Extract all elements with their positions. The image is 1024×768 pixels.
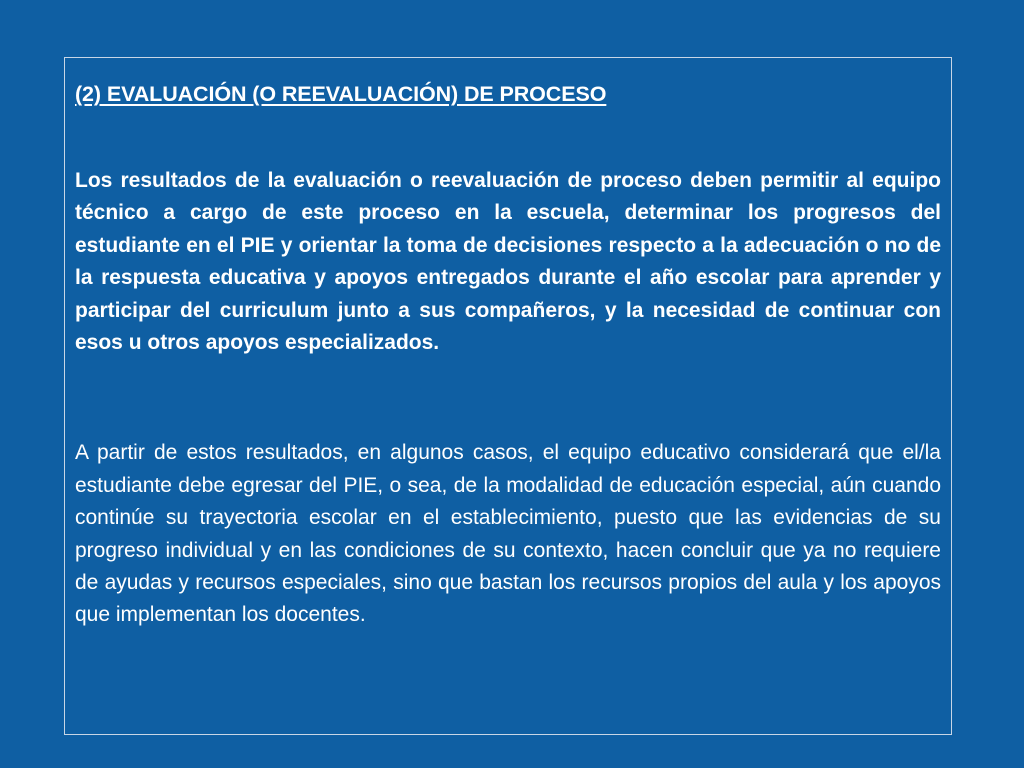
slide-title: (2) EVALUACIÓN (O REEVALUACIÓN) DE PROCESO (75, 82, 607, 106)
paragraph-process-results: Los resultados de la evaluación o reevaluación de proceso deben permitir al equipo técnico a cargo de este proceso en la escuela, determinar los progresos del estudiante en el PIE y orientar la toma de decisiones respecto a la adecuación o no de la respuesta educativa y apoyos entregados durante el año escolar para aprender y participar del curriculum junto a sus compañeros, y la necesidad de continuar con esos u otros apoyos especializados. (75, 169, 941, 355)
content-area (75, 78, 941, 632)
paragraph-egress: A partir de estos resultados, en algunos casos, el equipo educativo considerará que el/la estudiante debe egresar del PIE, o sea, de la modalidad de educación especial, aún cuando continúe su trayectoria escolar en el establecimiento, puesto que las evidencias de su progreso individual y en las condiciones de su contexto, hacen concluir que ya no requiere de ayudas y recursos especiales, sino que bastan los recursos propios del aula y los apoyos que implementan los docentes. (75, 441, 941, 627)
